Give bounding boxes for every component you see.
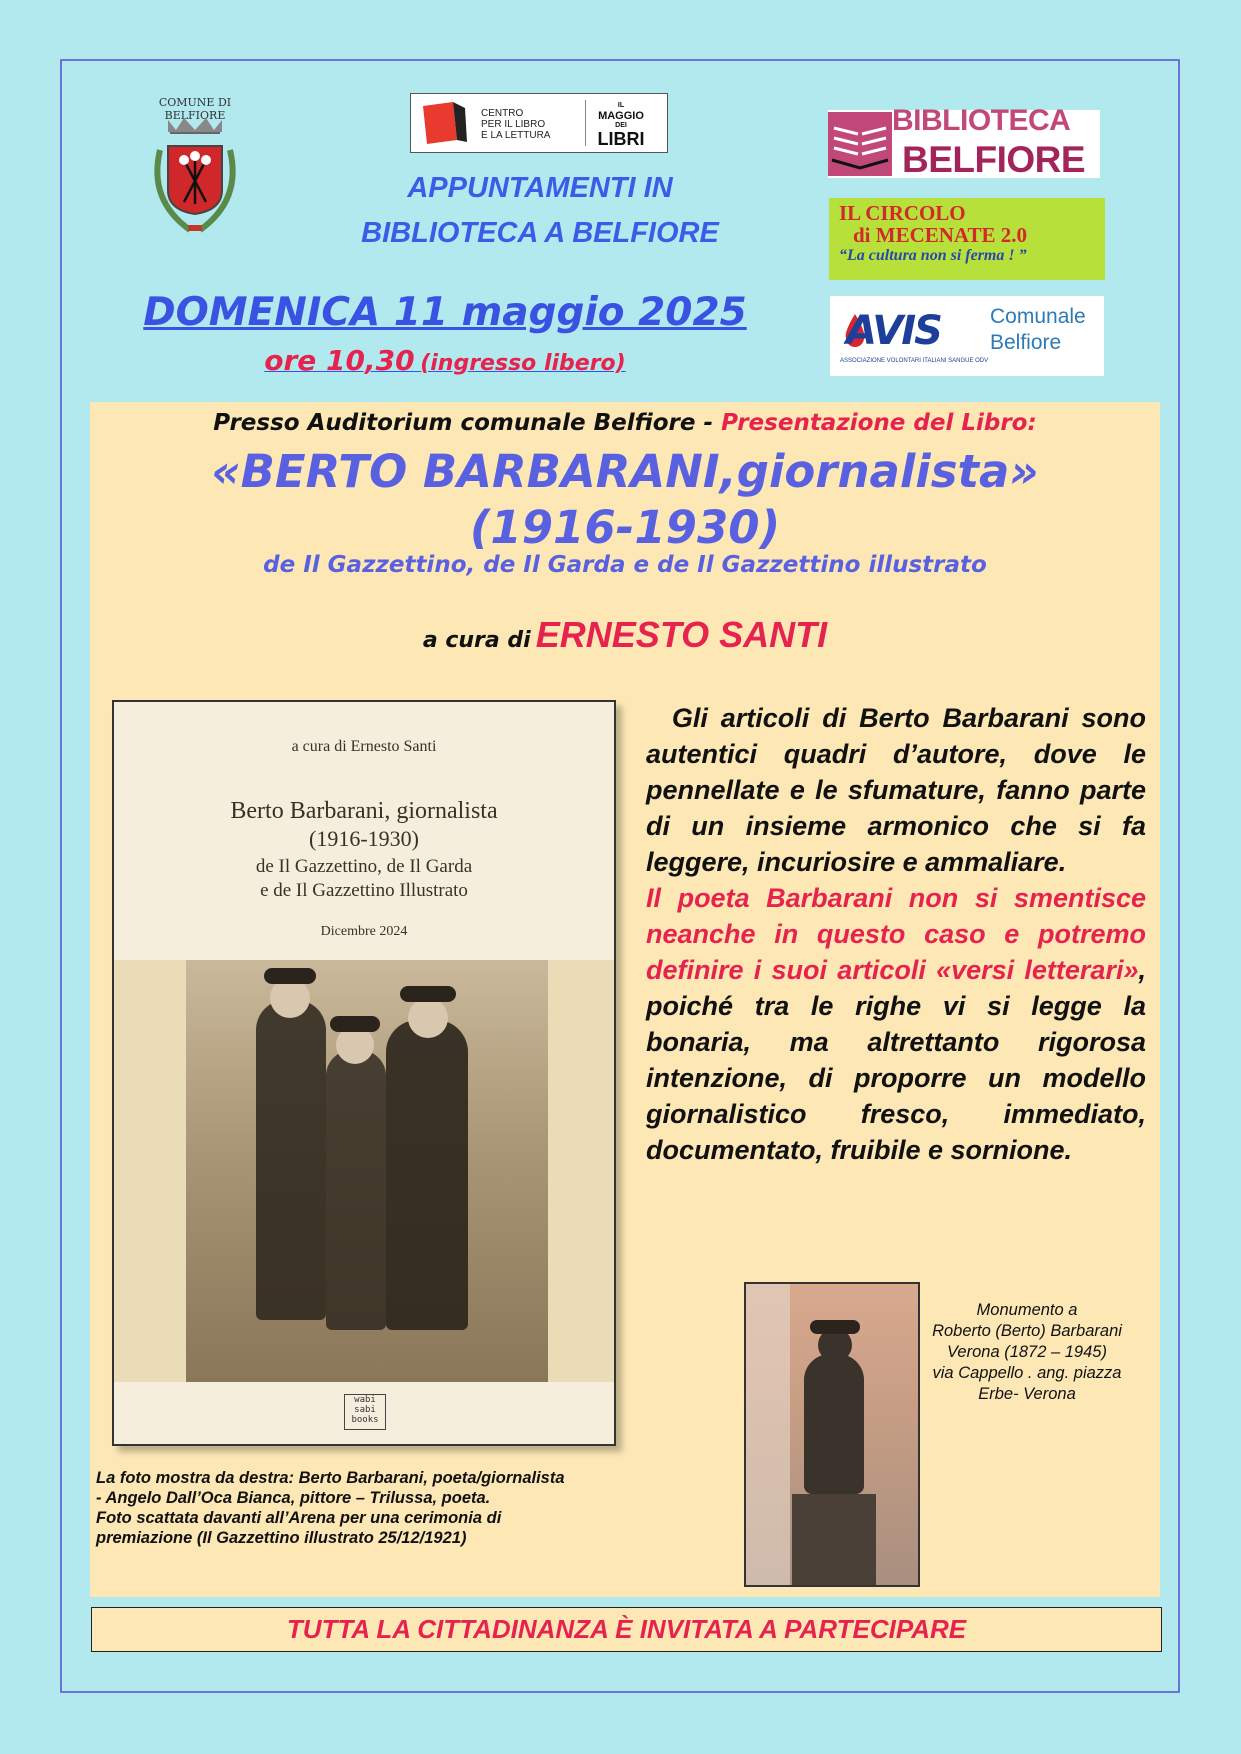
partner-logos	[410, 93, 668, 153]
curator-line: a cura di ERNESTO SANTI	[422, 614, 828, 655]
book-logo-icon	[419, 100, 469, 146]
event-hour: ore 10,30	[264, 344, 415, 377]
venue-line: Presso Auditorium comunale Belfiore - Presentazione del Libro:	[213, 410, 1037, 436]
curator-name: ERNESTO SANTI	[535, 614, 828, 655]
open-book-icon	[828, 112, 892, 176]
circolo-mecenate-logo: IL CIRCOLO di MECENATE 2.0 “La cultura non si ferma ! ”	[829, 198, 1105, 280]
book-subtitle: de Il Gazzettino, de Il Garda e de Il Gazzettino illustrato	[263, 552, 987, 578]
photo-caption: La foto mostra da destra: Berto Barbarani, poeta/giornalista - Angelo Dall’Oca Bianca, pittore – Trilussa, poeta. Foto scattata davanti all’Arena per una cerimonia di premiazione (Il Gazzettino illustrato 25/12/1921)	[96, 1469, 565, 1547]
event-time	[110, 344, 780, 377]
belfiore-word: BELFIORE	[902, 139, 1086, 180]
publisher-logo: wabi sabi books	[344, 1394, 386, 1430]
book-description: Gli articoli di Berto Barbarani sono autentici quadri d’autore, dove le pennellate e le sfumature, fanno parte di un insieme armonico che si fa leggere, incuriosire e ammaliare. Il poeta Barbarani non si smentisce neanche in questo caso e potremo definire i suoi articoli «versi letterari», poiché tra le righe vi si legge la bonaria, ma altrettanto rigorosa intenzione, di proporre un modello giornalistico fresco, immediato, documentato, fruibile e sornione.	[646, 703, 1146, 1165]
statue-caption: Monumento a Roberto (Berto) Barbarani Verona (1872 – 1945) via Cappello . ang. piazza Erbe- Verona	[932, 1301, 1122, 1403]
statue-photo	[744, 1282, 920, 1587]
maggio-libri-logo: IL MAGGIO DEI LIBRI	[597, 102, 645, 149]
avis-logo: AVIS ASSOCIAZIONE VOLONTARI ITALIANI SANGUE ODV Comunale Belfiore	[830, 296, 1104, 376]
event-entry: (ingresso libero)	[420, 351, 626, 376]
book-title: «BERTO BARBARANI,giornalista» (1916-1930)	[211, 445, 1039, 554]
event-series-title: APPUNTAMENTI IN BIBLIOTECA A BELFIORE	[361, 172, 719, 249]
centro-libro-logo: CENTRO PER IL LIBRO E LA LETTURA	[481, 108, 551, 141]
book-cover: a cura di Ernesto Santi Berto Barbarani, giornalista (1916-1930) de Il Gazzettino, de Il Garda e de Il Gazzettino Illustrato Dicembre 2024 wabi sabi books	[112, 700, 616, 1446]
municipality-crest-icon	[140, 110, 250, 250]
event-date: DOMENICA 11 maggio 2025	[143, 290, 747, 335]
invitation-banner: TUTTA LA CITTADINANZA È INVITATA A PARTECIPARE	[91, 1607, 1162, 1652]
seal-caption: COMUNE DI BELFIORE	[158, 96, 232, 122]
biblioteca-word: BIBLIOTECA	[892, 104, 1071, 137]
event-panel	[90, 402, 1160, 1597]
historic-photo	[186, 960, 548, 1382]
